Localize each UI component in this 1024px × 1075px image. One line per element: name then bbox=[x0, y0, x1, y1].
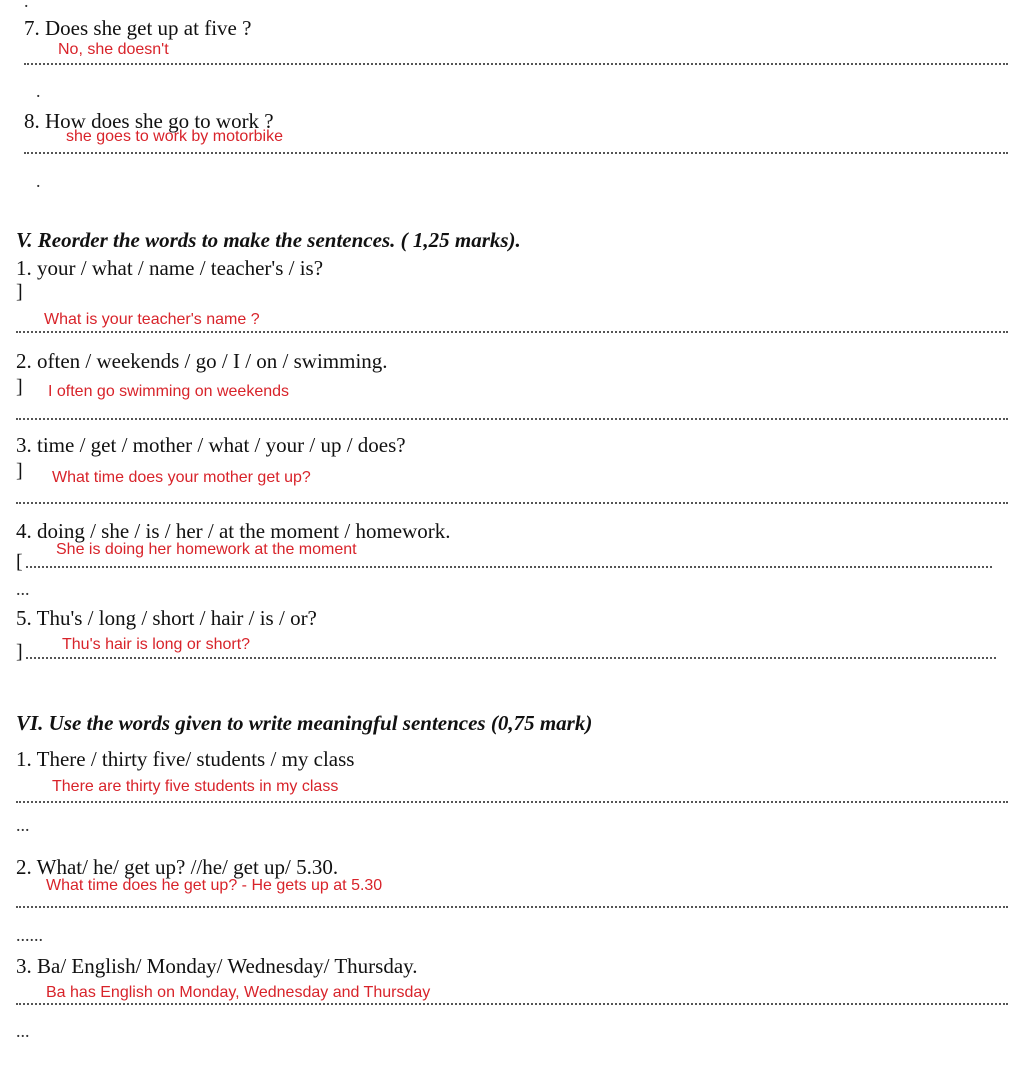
reorder-tail-4: ... bbox=[16, 579, 30, 599]
write-tail-3: ... bbox=[16, 1021, 30, 1041]
reorder-prompt-3: 3. time / get / mother / what / your / up / does? bbox=[16, 433, 406, 457]
question-8: 8. How does she go to work ? bbox=[24, 109, 274, 133]
write-line-2 bbox=[16, 906, 1008, 908]
reorder-mark-4: [ bbox=[16, 551, 23, 573]
reorder-answer-5: Thu's hair is long or short? bbox=[62, 636, 251, 653]
reorder-line-2 bbox=[16, 418, 1008, 420]
reorder-prompt-4: 4. doing / she / is / her / at the moment / homework. bbox=[16, 519, 451, 543]
reorder-mark-5: ] bbox=[16, 641, 23, 663]
reorder-line-1 bbox=[16, 331, 1008, 333]
reorder-prompt-5: 5. Thu's / long / short / hair / is / or? bbox=[16, 606, 317, 630]
reorder-mark-2: ] bbox=[16, 376, 23, 398]
answer-line-7 bbox=[24, 63, 1008, 65]
answer-8: she goes to work by motorbike bbox=[66, 128, 283, 145]
write-answer-1: There are thirty five students in my class bbox=[52, 778, 339, 795]
reorder-answer-1: What is your teacher's name ? bbox=[44, 311, 260, 328]
reorder-answer-3: What time does your mother get up? bbox=[52, 469, 311, 486]
write-answer-3: Ba has English on Monday, Wednesday and Thursday bbox=[46, 984, 431, 1001]
reorder-line-4 bbox=[26, 566, 992, 568]
reorder-line-3 bbox=[16, 502, 1008, 504]
write-line-1 bbox=[16, 801, 1008, 803]
reorder-line-5 bbox=[26, 657, 996, 659]
write-prompt-3: 3. Ba/ English/ Monday/ Wednesday/ Thursday. bbox=[16, 954, 418, 978]
question-7: 7. Does she get up at five ? bbox=[24, 16, 252, 40]
section-vi-heading: VI. Use the words given to write meaningful sentences (0,75 mark) bbox=[16, 711, 593, 735]
reorder-mark-3: ] bbox=[16, 460, 23, 482]
reorder-prompt-1: 1. your / what / name / teacher's / is? bbox=[16, 256, 324, 280]
reorder-mark-1: ] bbox=[16, 281, 23, 303]
reorder-prompt-2: 2. often / weekends / go / I / on / swimming. bbox=[16, 349, 388, 373]
answer-line-8 bbox=[24, 152, 1008, 154]
write-line-3 bbox=[16, 1003, 1008, 1005]
reorder-answer-4: She is doing her homework at the moment bbox=[56, 541, 357, 558]
stray-dot-8: . bbox=[36, 171, 41, 191]
stray-dot-top: . bbox=[24, 0, 29, 11]
write-tail-2: ...... bbox=[16, 925, 43, 945]
write-answer-2: What time does he get up? - He gets up at 5.30 bbox=[46, 877, 383, 894]
reorder-answer-2: I often go swimming on weekends bbox=[48, 383, 290, 400]
write-tail-1: ... bbox=[16, 815, 30, 835]
stray-dot-7: . bbox=[36, 81, 41, 101]
write-prompt-2: 2. What/ he/ get up? //he/ get up/ 5.30. bbox=[16, 855, 339, 879]
answer-7: No, she doesn't bbox=[58, 41, 169, 58]
section-v-heading: V. Reorder the words to make the sentences. ( 1,25 marks). bbox=[16, 228, 521, 252]
write-prompt-1: 1. There / thirty five/ students / my class bbox=[16, 747, 355, 771]
